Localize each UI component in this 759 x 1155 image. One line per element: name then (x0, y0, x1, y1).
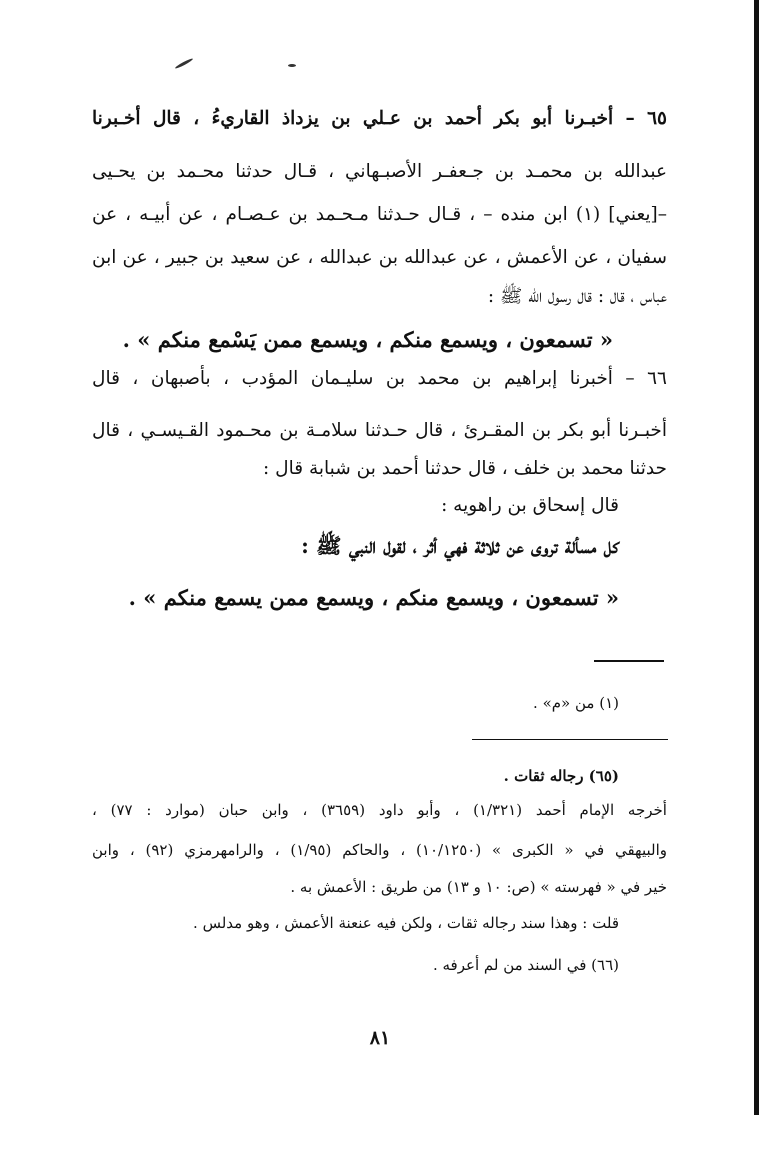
page-number: ٨١ (369, 1027, 391, 1049)
hadith-66-line-4: قال إسحاق بن راهويه : (441, 495, 619, 516)
hadith-65-line-1: ٦٥ – أخبـرنا أبو بكر أحمد بن عـلي بن يزداذ القاريءُ ، قال أخـبرنا (92, 108, 667, 129)
commentary-rule (472, 739, 668, 740)
commentary-line-5: (٦٦) في السند من لم أعرفه . (432, 956, 619, 974)
hadith-65-line-3: –[يعني] (١) ابن منده – ، قـال حـدثنا مـحـمد بن عـصـام ، عن أبيـه ، عن (92, 204, 668, 225)
commentary-line-4: قلت : وهذا سند رجاله ثقات ، ولكن فيه عنعنة الأعمش ، وهو مدلس . (193, 914, 619, 932)
hadith-66-line-2: أخبـرنا أبو بكر بن المقـرئ ، قال حـدثنا سلامـة بن محـمود القـيسـي ، قال (92, 420, 667, 441)
scan-speck (288, 64, 296, 67)
hadith-65-line-2: عبدالله بن محمـد بن جـعفـر الأصبـهاني ، قـال حدثنا محـمد بن يحـيى (92, 161, 667, 182)
hadith-text-3: « تسمعون ، ويسمع منكم ، ويسمع ممن يسمع منكم » . (128, 585, 619, 610)
footnote-1: (١) من «م» . (533, 694, 619, 712)
hadith-text-1: « تسمعون ، ويسمع منكم ، ويسمع ممن يَسْمع منكم » . (122, 327, 613, 352)
footnote-rule (594, 660, 664, 662)
commentary-line-2: والبيهقي في « الكبرى » (١٠/١٢٥٠) ، والحاكم (١/٩٥) ، والرامهرمزي (٩٢) ، وابن (92, 841, 667, 859)
scan-edge-bar (754, 0, 759, 1115)
hadith-65-line-5: عباس ، قال : قال رسول الله ﷺ : (487, 286, 667, 307)
commentary-line-3: خير في « فهرسته » (ص: ١٠ و ١٣) من طريق : الأعمش به . (290, 878, 667, 896)
hadith-66-line-1: ٦٦ – أخبرنا إبراهيم بن محمد بن سليـمان المؤدب ، بأصبهان ، قال (92, 368, 667, 389)
hadith-text-2: كل مسألة تروى عن ثلاثة فهي أثر ، لقول النبي ﷺ : (301, 533, 619, 558)
hadith-66-line-3: حدثنا محمد بن خلف ، قال حدثنا أحمد بن شبابة قال : (263, 458, 667, 479)
scan-speck (174, 57, 193, 69)
commentary-heading: (٦٥) رجاله ثقات . (503, 767, 619, 785)
hadith-65-line-4: سفيان ، عن الأعمش ، عن عبدالله بن عبدالله ، عن سعيد بن جبير ، عن ابن (92, 247, 667, 268)
commentary-line-1: أخرجه الإمام أحمد (١/٣٢١) ، وأبو داود (٣٦٥٩) ، وابن حبان (موارد : ٧٧) ، (92, 801, 667, 819)
